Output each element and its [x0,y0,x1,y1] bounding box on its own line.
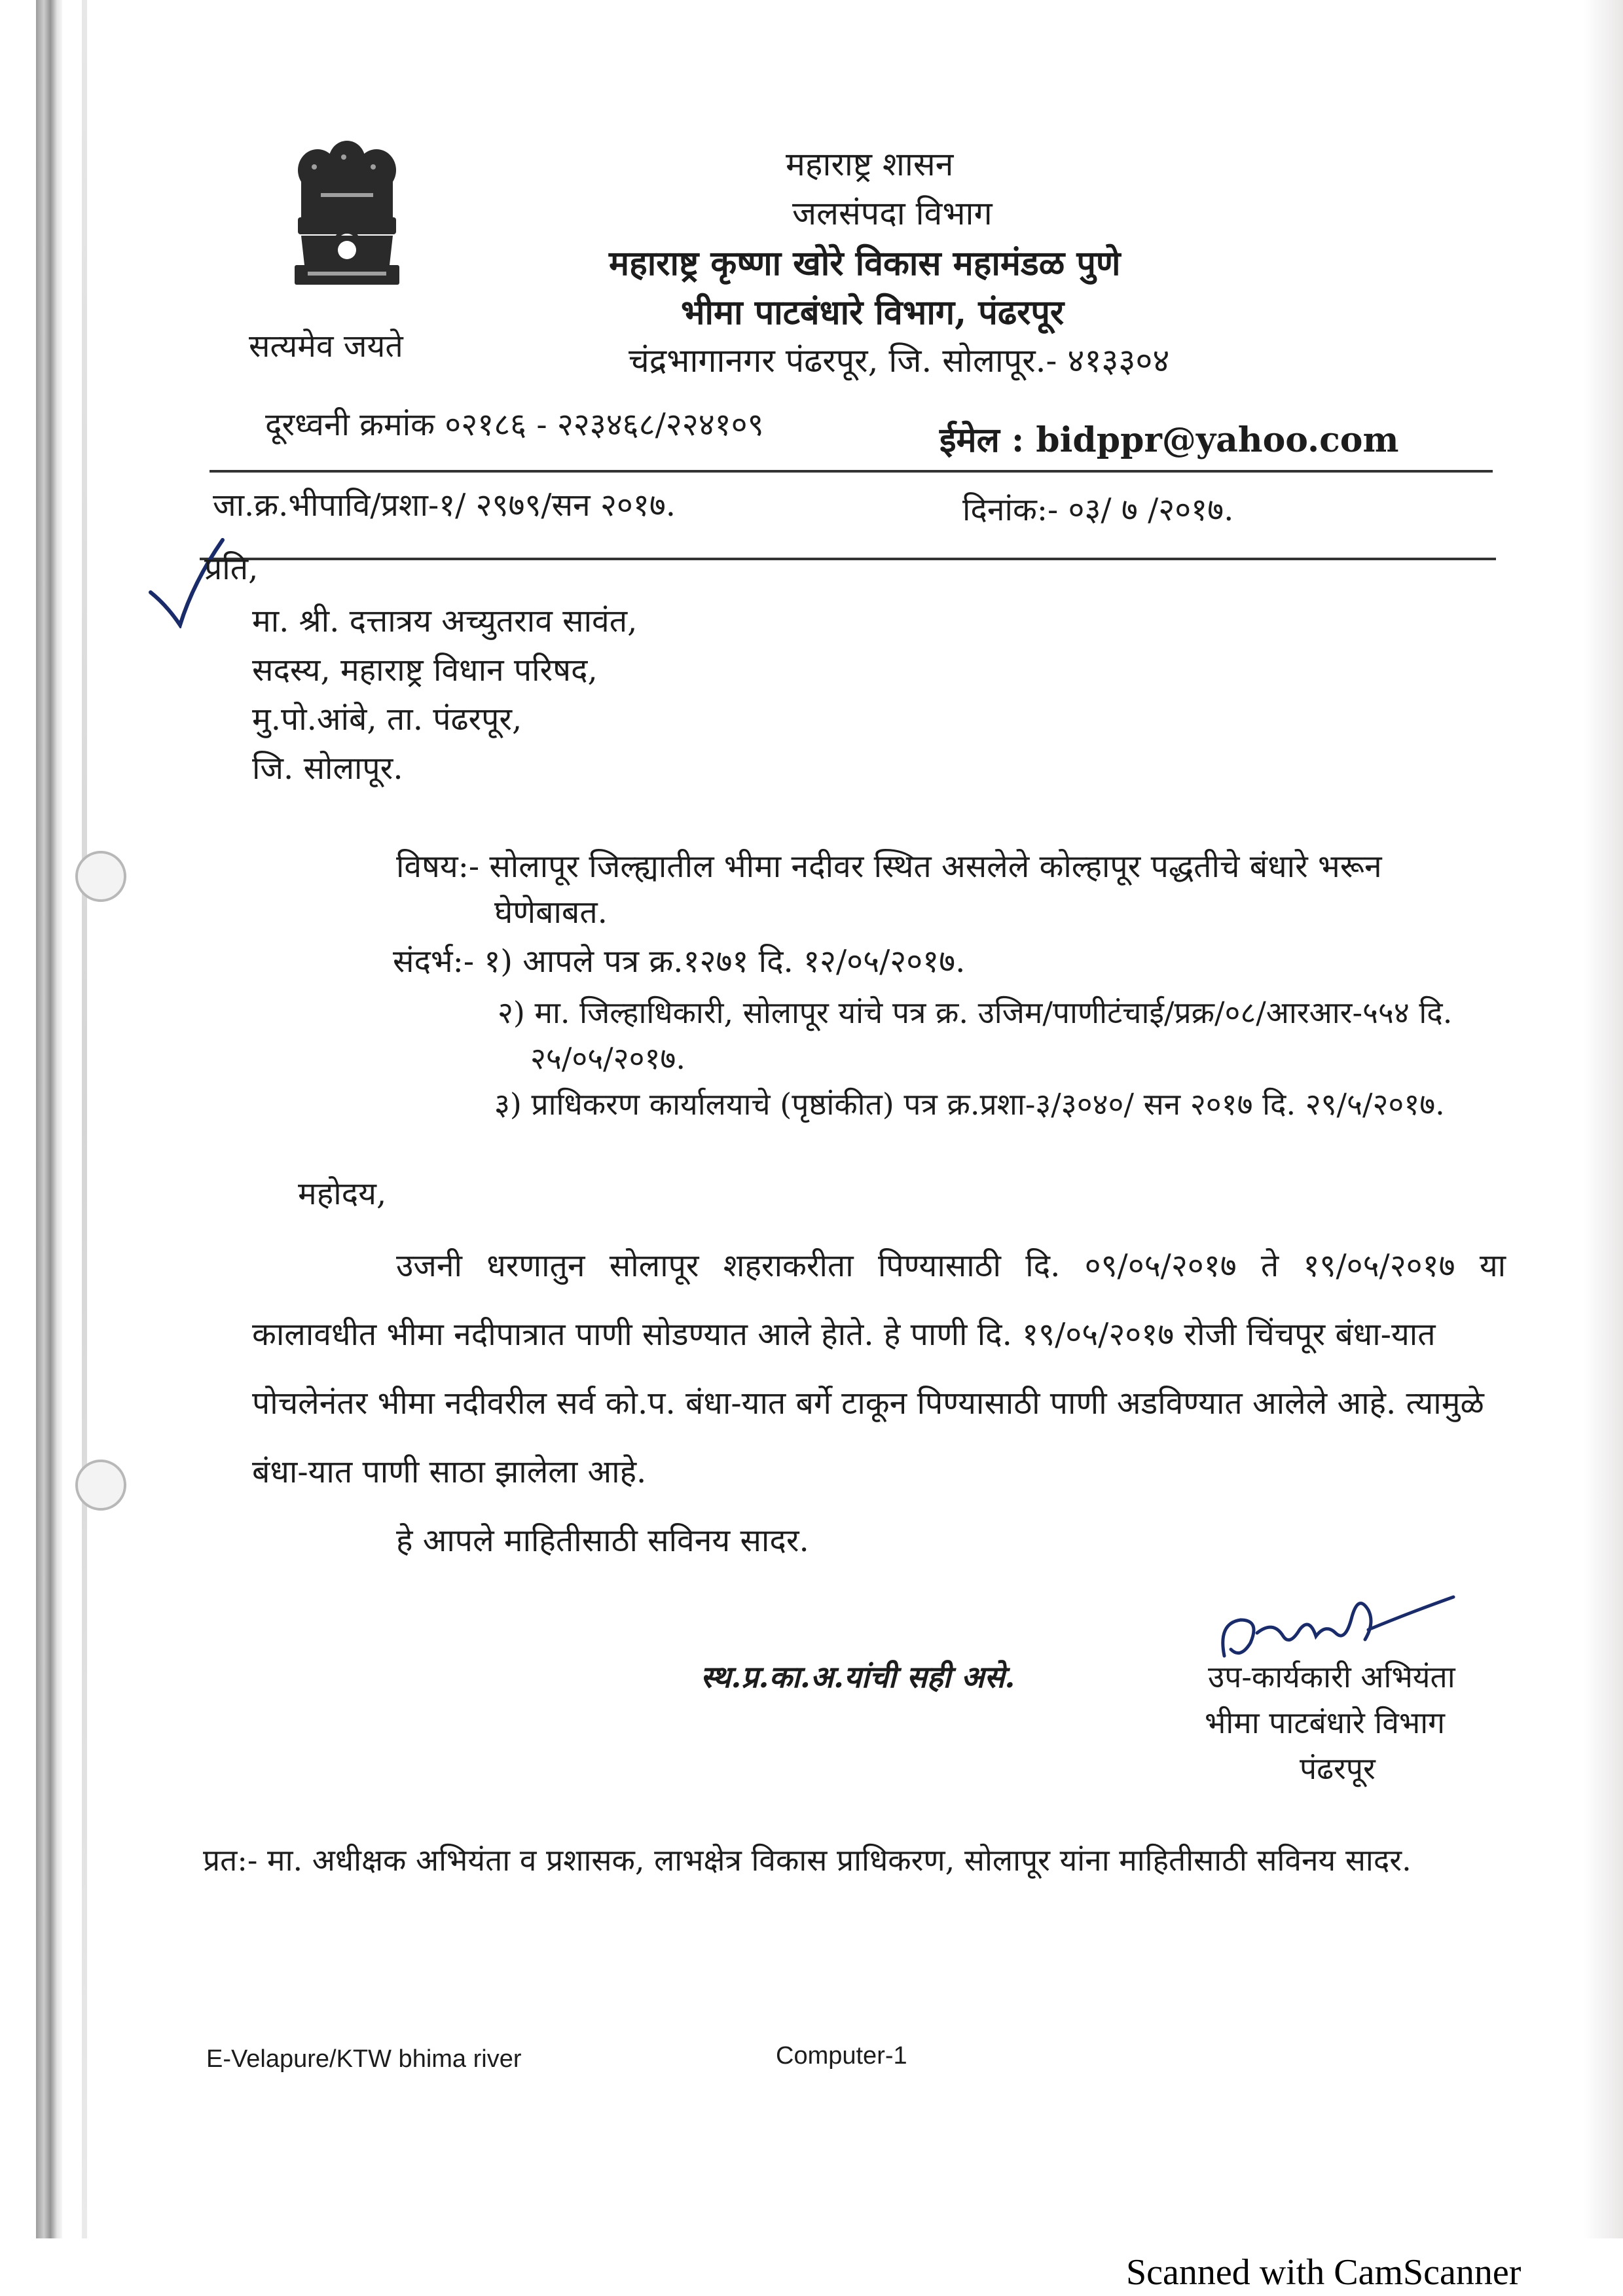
body-line: पोचलेनंतर भीमा नदीवरील सर्व को.प. बंधा-यात बर्गे टाकून पिण्यासाठी पाणी अडविण्यात आलेले आहे. त्यामुळे [252,1385,1484,1422]
email-address: ईमेल : bidppr@yahoo.com [939,420,1399,460]
department-name: जलसंपदा विभाग [792,194,993,232]
phone-number: दूरध्वनी क्रमांक ०२१८६ - २२३४६८/२२४१०९ [265,406,764,443]
subject-line-continued: घेणेबाबत. [494,894,608,931]
punch-hole-bottom [75,1460,126,1511]
reference-item-3: ३) प्राधिकरण कार्यालयाचे (पृष्ठांकीत) पत्र क्र.प्रशा-३/३०४०/ सन २०१७ दि. २९/५/२०१७. [494,1086,1445,1122]
signatory-location: पंढरपूर [1300,1751,1376,1786]
letter-date: दिनांक:- ०३/ ७ /२०१७. [962,492,1234,528]
addressee-line: सदस्य, महाराष्ट्र विधान परिषद, [252,652,598,689]
reference-item-2-continued: २५/०५/२०१७. [530,1041,685,1076]
addressee-line: मु.पो.आंबे, ता. पंढरपूर, [252,701,522,738]
signature-stamp: स्थ.प्र.का.अ.यांची सही असे. [701,1659,1015,1695]
body-line: उजनी धरणातुन सोलापूर शहराकरीता पिण्यासाठी दि. ०९/०५/२०१७ ते १९/०५/२०१७ या [396,1247,1506,1284]
addressee-line: जि. सोलापूर. [252,750,403,787]
footer-file-reference: E-Velapure/KTW bhima river [206,2045,522,2073]
footer-computer-id: Computer-1 [776,2042,907,2070]
body-line: कालावधीत भीमा नदीपात्रात पाणी सोडण्यात आले हेाते. हे पाणी दि. १९/०५/२०१७ रोजी चिंचपूर बंधा-यात [252,1316,1436,1353]
body-line: बंधा-यात पाणी साठा झालेला आहे. [252,1454,647,1490]
page-edge [1584,0,1623,2238]
office-address: चंद्रभागानगर पंढरपूर, जि. सोलापूर.- ४१३३०४ [629,342,1170,380]
reference-rule [200,558,1496,560]
reference-item-1: संदर्भ:- १) आपले पत्र क्र.१२७१ दि. १२/०५/२०१७. [393,943,966,980]
header-rule [210,470,1493,473]
binding-edge [36,0,62,2238]
addressee-line: मा. श्री. दत्तात्रय अच्युतराव सावंत, [252,603,638,639]
closing-line: हे आपले माहितीसाठी सविनय सादर. [396,1522,809,1559]
corporation-name: महाराष्ट्र कृष्णा खोरे विकास महामंडळ पुणे [609,243,1121,283]
letter-reference-number: जा.क्र.भीपावि/प्रशा-१/ २९७९/सन २०१७. [213,487,676,524]
government-name: महाराष्ट्र शासन [786,145,954,183]
binding-shadow [82,0,87,2238]
addressee-prefix: प्रति, [204,550,259,587]
scanner-watermark: Scanned with CamScanner [1126,2252,1522,2293]
division-name: भीमा पाटबंधारे विभाग, पंढरपूर [681,293,1065,332]
national-emblem-icon [282,131,412,291]
copy-to-line: प्रत:- मा. अधीक्षक अभियंता व प्रशासक, लाभक्षेत्र विकास प्राधिकरण, सोलापूर यांना माहितीसाठी सविनय सादर. [203,1842,1412,1878]
signatory-division: भीमा पाटबंधारे विभाग [1205,1705,1446,1740]
punch-hole-top [75,851,126,902]
salutation: महोदय, [298,1175,387,1212]
signatory-title: उप-कार्यकारी अभियंता [1208,1659,1455,1695]
subject-line: विषय:- सोलापूर जिल्ह्यातील भीमा नदीवर स्थित असलेले कोल्हापूर पद्धतीचे बंधारे भरून [396,848,1382,885]
emblem-motto: सत्यमेव जयते [249,328,403,365]
reference-item-2: २) मा. जिल्हाधिकारी, सोलापूर यांचे पत्र क्र. उजिम/पाणीटंचाई/प्रक्र/०८/आरआर-५५४ दि. [498,995,1453,1030]
